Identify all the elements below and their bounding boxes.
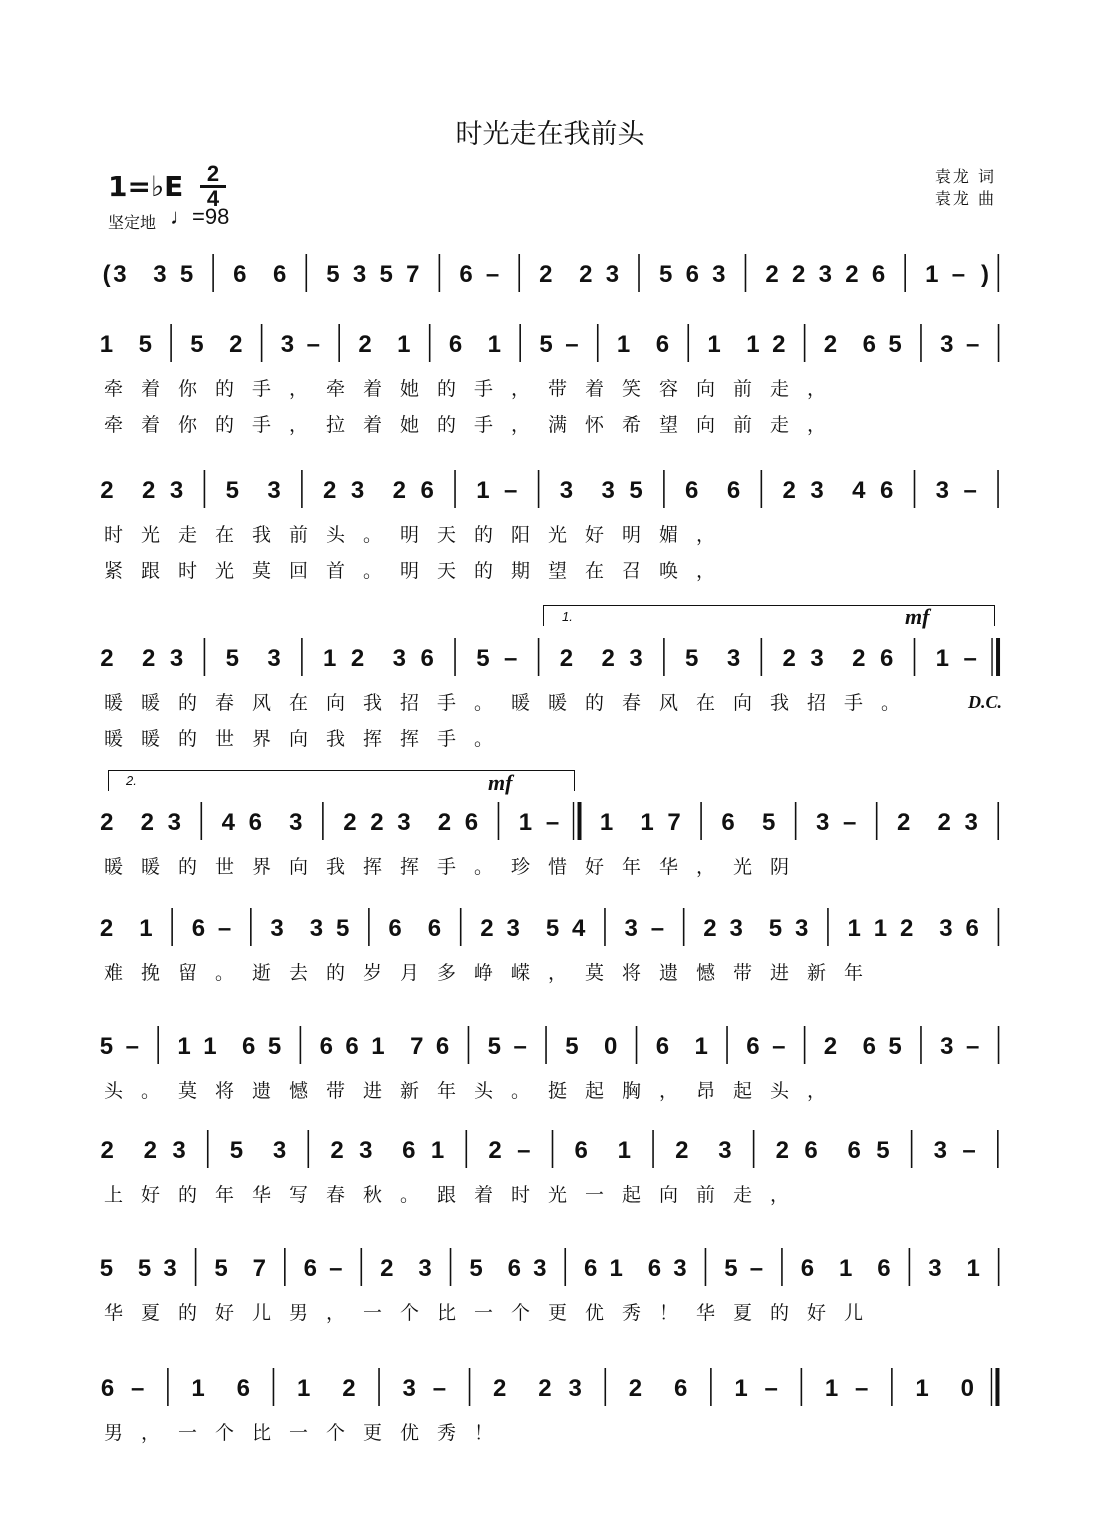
- note: 3: [267, 645, 281, 672]
- note: 1: [371, 1033, 385, 1060]
- note: 2: [775, 1137, 790, 1164]
- note: 3: [940, 1033, 954, 1060]
- note: 6: [655, 1033, 670, 1060]
- note: 1: [873, 915, 888, 942]
- note: 3: [113, 261, 127, 288]
- dash-note: –: [962, 1137, 976, 1164]
- lyric-line: 华夏的好儿男，一个比一个更优秀！华夏的好儿: [104, 1302, 882, 1324]
- note: 5: [214, 1255, 228, 1282]
- note: 2: [845, 261, 859, 288]
- note: 6: [420, 645, 434, 672]
- note: 3: [167, 809, 181, 836]
- note: 6: [272, 261, 287, 288]
- volta-label-2: 2.: [126, 773, 137, 788]
- dynamic-mf-1: mf: [905, 604, 930, 629]
- note: 5: [100, 1033, 114, 1060]
- note: 5: [685, 645, 699, 672]
- note: 4: [221, 809, 236, 836]
- note: 6: [459, 261, 473, 288]
- note: 6: [233, 261, 247, 288]
- note: 3: [964, 809, 978, 836]
- lyric-line: 暖暖的世界向我挥挥手。: [104, 728, 512, 750]
- note: 2: [493, 1375, 507, 1402]
- note: 1: [599, 809, 614, 836]
- note: 0: [960, 1375, 974, 1402]
- note: 5: [658, 261, 673, 288]
- note: 1: [323, 645, 337, 672]
- dash-note: –: [432, 1375, 447, 1402]
- note: 1: [139, 915, 153, 942]
- note: 7: [406, 261, 420, 288]
- note: 3: [624, 915, 638, 942]
- notation-line: [100, 1024, 1005, 1068]
- note: 3: [726, 645, 741, 672]
- note: 2: [437, 809, 452, 836]
- note: 3: [272, 1137, 287, 1164]
- note: 3: [673, 1255, 687, 1282]
- note: 6: [746, 1033, 760, 1060]
- note: 6: [879, 645, 894, 672]
- note: 6: [862, 1033, 876, 1060]
- note: 5: [888, 1033, 902, 1060]
- note: 6: [319, 1033, 333, 1060]
- tempo-value: ♩=98: [170, 204, 230, 229]
- lyric-line: 牵着你的手，牵着她的手，带着笑容向前走，: [104, 378, 845, 400]
- note: 6: [862, 331, 876, 358]
- note: 3: [629, 645, 643, 672]
- note: 7: [410, 1033, 424, 1060]
- dash-note: –: [650, 915, 665, 942]
- lyric-line: 头。莫将遗憾带进新年头。挺起胸，昂起头，: [104, 1080, 845, 1102]
- note: 6: [191, 915, 206, 942]
- note: 2: [392, 477, 407, 504]
- score-row: [100, 1024, 1005, 1068]
- lyric-line: 暖暖的春风在向我招手。暖暖的春风在向我招手。: [104, 692, 919, 714]
- composer: 袁龙 曲: [934, 189, 996, 208]
- note: 5: [379, 261, 393, 288]
- lyric-line: 牵着你的手，拉着她的手，满怀希望向前走，: [104, 414, 845, 436]
- note: 6: [427, 915, 442, 942]
- dash-note: –: [485, 261, 500, 288]
- note: 2: [229, 331, 243, 358]
- note: 1: [734, 1375, 748, 1402]
- note: 3: [712, 261, 726, 288]
- score-row: [100, 1366, 1005, 1410]
- note: 6: [420, 477, 434, 504]
- dash-note: –: [565, 331, 579, 358]
- note: 1: [518, 809, 533, 836]
- note: 5: [326, 261, 340, 288]
- note: 3: [402, 1375, 416, 1402]
- note: 5: [267, 1033, 282, 1060]
- note: 3: [559, 477, 574, 504]
- note: 6: [965, 915, 979, 942]
- note: 1: [296, 1375, 311, 1402]
- note: 6: [871, 261, 886, 288]
- note: 1: [617, 1137, 632, 1164]
- lyric-line: 男，一个比一个更优秀！: [104, 1422, 512, 1444]
- note: 6: [647, 1255, 662, 1282]
- note: 2: [675, 1137, 689, 1164]
- notation-line: [100, 468, 1005, 512]
- note: 3: [729, 915, 743, 942]
- dash-note: –: [517, 1137, 531, 1164]
- note: 2: [897, 809, 911, 836]
- notation-line: [100, 1246, 1005, 1290]
- note: 5: [565, 1033, 579, 1060]
- note: 2: [350, 645, 365, 672]
- note: 2: [142, 477, 156, 504]
- note: 2: [852, 645, 866, 672]
- note: 6: [879, 477, 894, 504]
- note: 4: [572, 915, 586, 942]
- note: 5: [225, 645, 239, 672]
- note: 2: [628, 1375, 643, 1402]
- notation-line: [100, 252, 1005, 296]
- note: 5: [225, 477, 239, 504]
- note: 2: [538, 1375, 552, 1402]
- note: 3: [153, 261, 167, 288]
- credits: [935, 166, 996, 210]
- note: 5: [469, 1255, 483, 1282]
- note: 1: [203, 1033, 217, 1060]
- note: 4: [852, 477, 866, 504]
- note: 1: [838, 1255, 853, 1282]
- score-row: [100, 906, 1005, 950]
- note: 6: [100, 1375, 115, 1402]
- dash-note: –: [965, 1033, 980, 1060]
- note: 1: [487, 331, 502, 358]
- note: 2: [342, 1375, 356, 1402]
- note: 1: [476, 477, 490, 504]
- note: 3: [940, 331, 954, 358]
- note: ): [981, 261, 990, 288]
- lyric-line: 时光走在我前头。明天的阳光好明媚，: [104, 524, 734, 546]
- note: 6: [655, 331, 670, 358]
- note: 6: [388, 915, 402, 942]
- note: 1: [640, 809, 654, 836]
- dash-note: –: [951, 261, 966, 288]
- note: 2: [143, 1137, 157, 1164]
- note: 3: [601, 477, 615, 504]
- note: 5: [768, 915, 783, 942]
- note: 2: [142, 645, 156, 672]
- note: 6: [800, 1255, 815, 1282]
- note: 3: [935, 477, 950, 504]
- note: 2: [782, 645, 796, 672]
- note: 1: [824, 1375, 839, 1402]
- key-signature: 1=♭E: [108, 170, 184, 203]
- note: 1: [191, 1375, 205, 1402]
- note: 1: [915, 1375, 929, 1402]
- note: 1: [694, 1033, 708, 1060]
- note: 5: [137, 1255, 152, 1282]
- note: 3: [939, 915, 953, 942]
- time-signature: [200, 161, 226, 211]
- note: 3: [818, 261, 833, 288]
- note: 2: [323, 477, 337, 504]
- note: 5: [487, 1033, 502, 1060]
- note: 1: [609, 1255, 623, 1282]
- note: 5: [539, 331, 553, 358]
- note: 5: [545, 915, 560, 942]
- note: 2: [343, 809, 357, 836]
- note: 7: [667, 809, 681, 836]
- note: 3: [163, 1255, 177, 1282]
- note: 2: [765, 261, 779, 288]
- note: 2: [140, 809, 154, 836]
- lyric-line: 暖暖的世界向我挥挥手。珍惜好年华，光阴: [104, 856, 808, 878]
- note: 3: [718, 1137, 732, 1164]
- volta-label-1: 1.: [562, 609, 573, 624]
- note: 3: [359, 1137, 373, 1164]
- note: 2: [772, 331, 786, 358]
- note: 2: [370, 809, 384, 836]
- note: 2: [330, 1137, 344, 1164]
- note: 6: [674, 1375, 688, 1402]
- dynamic-mf-2: mf: [488, 770, 513, 795]
- note: 2: [559, 645, 574, 672]
- lyric-line: 难挽留。逝去的岁月多峥嵘，莫将遗憾带进新年: [104, 962, 882, 984]
- note: 2: [782, 477, 796, 504]
- note: 2: [703, 915, 717, 942]
- dash-note: –: [131, 1375, 145, 1402]
- note: 5: [179, 261, 194, 288]
- meter-top: 2: [206, 161, 220, 186]
- note: 3: [815, 809, 830, 836]
- note: 1: [847, 915, 861, 942]
- note: 3: [397, 809, 411, 836]
- notation-line: [100, 1128, 1005, 1172]
- note: 2: [100, 809, 114, 836]
- score-row: [100, 800, 1005, 844]
- note: 3: [568, 1375, 582, 1402]
- dash-note: –: [855, 1375, 869, 1402]
- note: 5: [888, 331, 902, 358]
- dash-note: –: [963, 477, 977, 504]
- dash-note: –: [306, 331, 321, 358]
- note: 5: [876, 1137, 890, 1164]
- note: 6: [847, 1137, 861, 1164]
- note: 6: [726, 477, 741, 504]
- note: 3: [289, 809, 303, 836]
- note: 3: [506, 915, 520, 942]
- note: 1: [397, 331, 411, 358]
- note: 2: [100, 915, 114, 942]
- note: 6: [574, 1137, 588, 1164]
- note: 2: [579, 261, 593, 288]
- note: 6: [236, 1375, 250, 1402]
- notation-line: [100, 906, 1005, 950]
- note: 3: [533, 1255, 547, 1282]
- score-row: [100, 636, 1005, 680]
- note: 5: [100, 1255, 114, 1282]
- note: 5: [761, 809, 776, 836]
- note: 2: [358, 331, 372, 358]
- note: 6: [721, 809, 735, 836]
- note: 2: [823, 331, 838, 358]
- note: 2: [601, 645, 615, 672]
- dash-note: –: [842, 809, 857, 836]
- notation-line: [100, 1366, 1005, 1410]
- note: 6: [804, 1137, 818, 1164]
- note: 5: [190, 331, 204, 358]
- score-row: [100, 252, 1005, 296]
- note: 3: [352, 261, 367, 288]
- dash-note: –: [963, 645, 977, 672]
- note: 2: [100, 477, 114, 504]
- note: 2: [792, 261, 806, 288]
- note: 1: [966, 1255, 980, 1282]
- note: 3: [172, 1137, 186, 1164]
- note: (: [102, 261, 111, 288]
- note: 3: [392, 645, 407, 672]
- note: 2: [899, 915, 914, 942]
- note: 2: [100, 645, 114, 672]
- note: 3: [267, 477, 281, 504]
- note: 6: [685, 477, 699, 504]
- note: 6: [507, 1255, 521, 1282]
- note: 5: [476, 645, 490, 672]
- note: 6: [435, 1033, 450, 1060]
- score-row: [100, 322, 1005, 366]
- note: 2: [823, 1033, 838, 1060]
- note: 1: [100, 331, 114, 358]
- dash-note: –: [965, 331, 980, 358]
- da-capo-mark: D.C.: [968, 692, 1003, 712]
- volta-bracket-1: [543, 605, 995, 626]
- notation-line: [100, 800, 1005, 844]
- note: 6: [685, 261, 699, 288]
- note: 5: [629, 477, 643, 504]
- note: 6: [345, 1033, 359, 1060]
- note: 0: [603, 1033, 618, 1060]
- dash-note: –: [125, 1033, 140, 1060]
- lyricist: 袁龙 词: [934, 167, 996, 186]
- lyric-line: 紧跟时光莫回首。明天的期望在召唤，: [104, 560, 734, 582]
- score-row: [100, 1246, 1005, 1290]
- tempo-marking: 坚定地: [108, 213, 157, 232]
- note: 6: [584, 1255, 598, 1282]
- dash-note: –: [749, 1255, 764, 1282]
- notation-line: [100, 636, 1005, 680]
- note: 3: [270, 915, 284, 942]
- dash-note: –: [772, 1033, 786, 1060]
- note: 2: [539, 261, 553, 288]
- note: 3: [810, 477, 824, 504]
- note: 7: [252, 1255, 267, 1282]
- note: 3: [928, 1255, 942, 1282]
- dash-note: –: [217, 915, 232, 942]
- note: 2: [937, 809, 951, 836]
- meter-bottom: 4: [206, 186, 220, 211]
- note: 5: [335, 915, 350, 942]
- note: 3: [169, 645, 184, 672]
- note: 5: [229, 1137, 244, 1164]
- note: 6: [402, 1137, 416, 1164]
- note: 3: [280, 331, 295, 358]
- note: 1: [746, 331, 760, 358]
- score-row: [100, 468, 1005, 512]
- note: 1: [935, 645, 950, 672]
- note: 3: [418, 1255, 432, 1282]
- dash-note: –: [545, 809, 560, 836]
- volta-bracket-2: [108, 770, 575, 791]
- note: 2: [100, 1137, 114, 1164]
- note: 3: [309, 915, 324, 942]
- note: 5: [724, 1255, 738, 1282]
- note: 6: [241, 1033, 256, 1060]
- note: 2: [380, 1255, 394, 1282]
- note: 6: [877, 1255, 891, 1282]
- note: 3: [933, 1137, 948, 1164]
- note: 6: [248, 809, 263, 836]
- note: 1: [925, 261, 939, 288]
- dash-note: –: [504, 645, 518, 672]
- song-title: 时光走在我前头: [455, 119, 645, 150]
- note: 2: [488, 1137, 502, 1164]
- note: 3: [169, 477, 184, 504]
- note: 1: [430, 1137, 445, 1164]
- dash-note: –: [329, 1255, 343, 1282]
- lyric-line: 上好的年华写春秋。跟着时光一起向前走，: [104, 1184, 808, 1206]
- note: 1: [616, 331, 631, 358]
- note: 6: [448, 331, 463, 358]
- note: 6: [303, 1255, 317, 1282]
- note: 3: [605, 261, 620, 288]
- dash-note: –: [504, 477, 518, 504]
- note: 2: [480, 915, 494, 942]
- notation-line: [100, 322, 1005, 366]
- note: 5: [138, 331, 152, 358]
- dash-note: –: [513, 1033, 527, 1060]
- dash-note: –: [764, 1375, 778, 1402]
- note: 1: [177, 1033, 191, 1060]
- note: 6: [464, 809, 479, 836]
- note: 3: [795, 915, 809, 942]
- note: 1: [707, 331, 721, 358]
- note: 3: [350, 477, 365, 504]
- score-row: [100, 1128, 1005, 1172]
- note: 3: [810, 645, 824, 672]
